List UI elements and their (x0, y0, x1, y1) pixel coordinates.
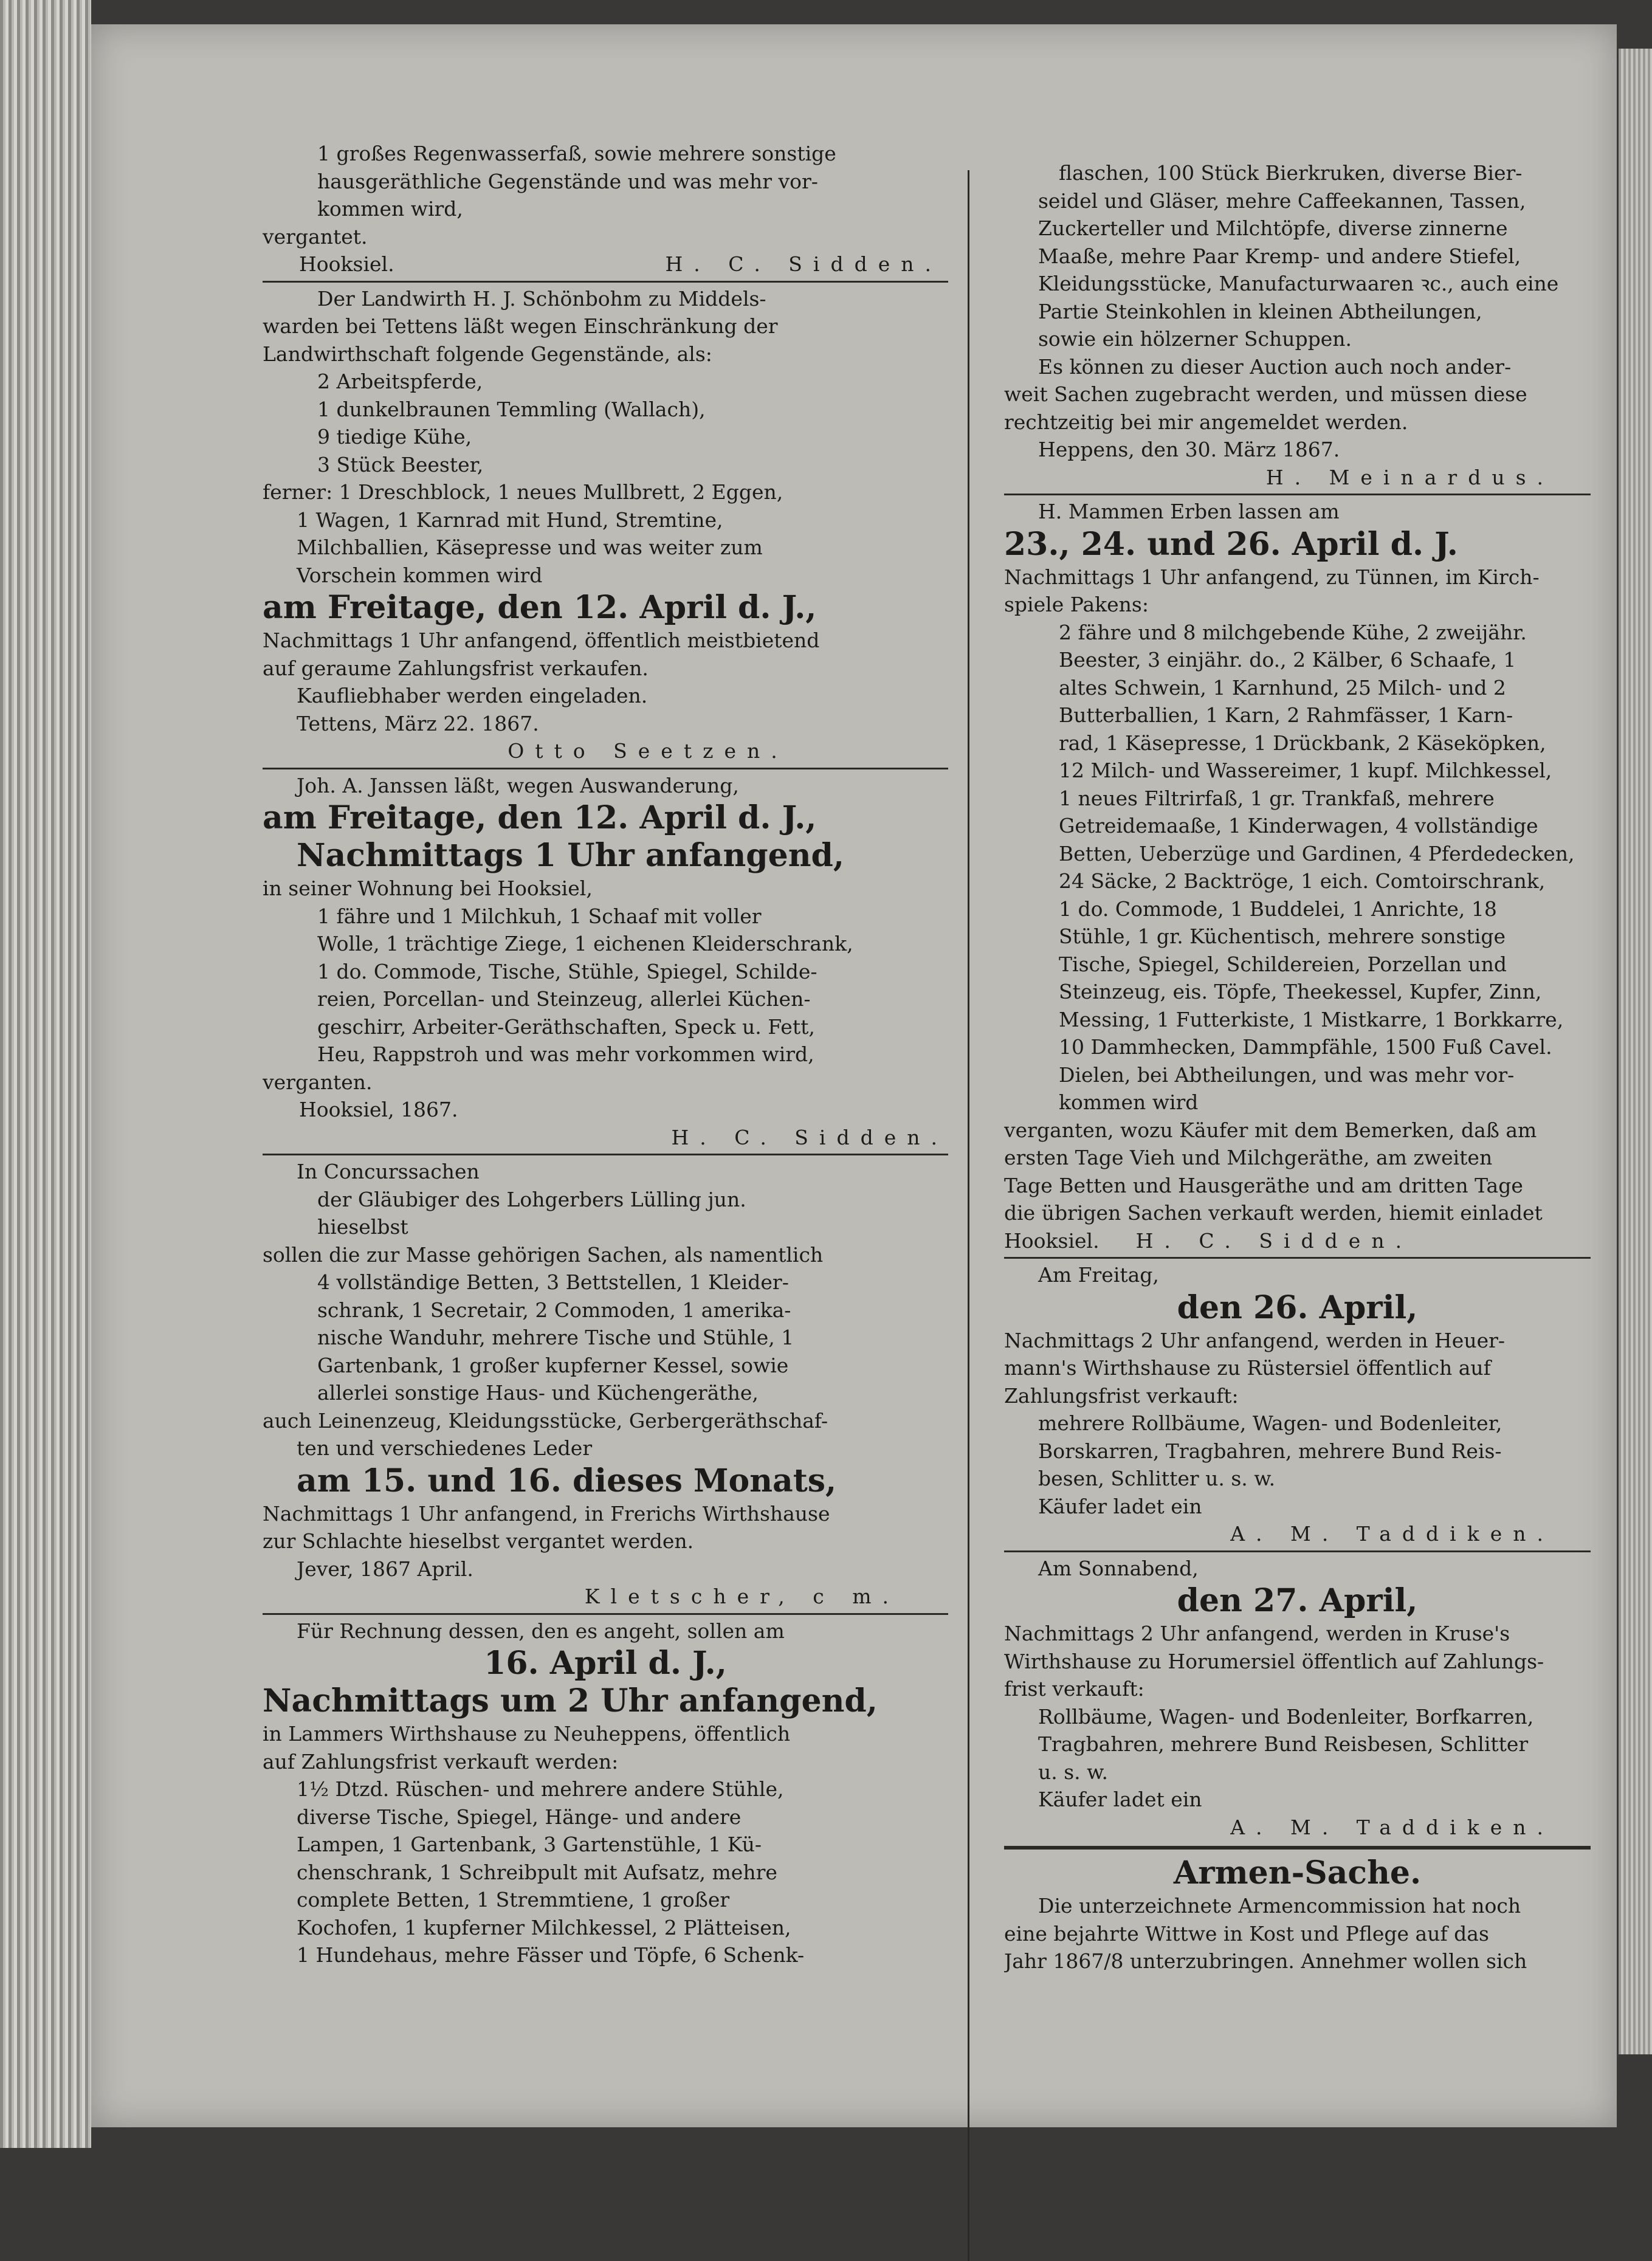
text-line: Vorschein kommen wird (297, 563, 543, 587)
text-line: auf geraume Zahlungsfrist verkaufen. (263, 656, 649, 680)
text-line: Jahr 1867/8 unterzubringen. Annehmer wollen sich (1004, 1949, 1527, 1973)
signature-line (263, 250, 948, 278)
text-line: allerlei sonstige Haus- und Küchengeräthe, (317, 1381, 759, 1405)
list-item: Lampen, 1 Gartenbank, 3 Gartenstühle, 1 Kü- (297, 1833, 762, 1856)
list-item: mehrere Rollbäume, Wagen- und Bodenleiter, (1038, 1411, 1502, 1435)
book-edge-right (1619, 49, 1652, 2054)
text-line: ferner: 1 Dreschblock, 1 neues Mullbrett, 2 Eggen, (263, 480, 783, 504)
ad-schoenbohm (263, 285, 948, 765)
list-item: Tische, Spiegel, Schildereien, Porzellan und (1059, 952, 1507, 976)
text-line: Zuckerteller und Milchtöpfe, diverse zinnerne (1038, 216, 1508, 240)
ad-concurssachen (263, 1158, 948, 1611)
list-item: rad, 1 Käsepresse, 1 Drückbank, 2 Käseköpken, (1059, 731, 1546, 755)
list-item: Borskarren, Tragbahren, mehrere Bund Reis- (1038, 1439, 1502, 1463)
text-line: frist verkauft: (1004, 1677, 1144, 1701)
section-heading: Armen-Sache. (1173, 1854, 1422, 1891)
text-line: hieselbst (317, 1215, 408, 1239)
signer: A. M. Taddiken. (1230, 1815, 1554, 1839)
text-line: In Concurssachen (297, 1160, 480, 1183)
ad-regenwasserfass (263, 140, 948, 278)
text-line: 1 Wagen, 1 Karnrad mit Hund, Stremtine, (297, 508, 723, 532)
list-item: 2 fähre und 8 milchgebende Kühe, 2 zweijähr. (1059, 620, 1527, 644)
list-item: 1 fähre und 1 Milchkuh, 1 Schaaf mit voller (317, 904, 762, 928)
auction-date: 16. April d. J., (484, 1645, 727, 1682)
text-line: in seiner Wohnung bei Hooksiel, (263, 876, 593, 900)
list-item: chenschrank, 1 Schreibpult mit Aufsatz, mehre (297, 1860, 777, 1884)
text-line: Partie Steinkohlen in kleinen Abtheilungen, (1038, 299, 1482, 323)
ad-separator (263, 1154, 948, 1155)
text-line: Joh. A. Janssen läßt, wegen Auswanderung, (297, 773, 739, 797)
list-item: 1 do. Commode, Tische, Stühle, Spiegel, Schilde- (317, 959, 817, 983)
text-line: Käufer ladet ein (1038, 1494, 1202, 1518)
list-item: 1 Hundehaus, mehre Fässer und Töpfe, 6 Schenk- (297, 1943, 805, 1967)
signer: Otto Seetzen. (508, 739, 788, 763)
text-line: Es können zu dieser Auction auch noch ander- (1038, 354, 1512, 379)
list-item: Tragbahren, mehrere Bund Reisbesen, Schlitter (1038, 1732, 1529, 1756)
text-line: zur Schlachte hieselbst vergantet werden. (263, 1529, 694, 1553)
auction-time: Nachmittags um 2 Uhr anfangend, (263, 1682, 878, 1719)
list-item: 1½ Dtzd. Rüschen- und mehrere andere Stühle, (297, 1777, 784, 1801)
place-date: Hooksiel, 1867. (299, 1098, 458, 1121)
text-line: ersten Tage Vieh und Milchgeräthe, am zweiten (1004, 1146, 1493, 1169)
ad-heuermann (1004, 1261, 1591, 1548)
auction-date: am Freitage, den 12. April d. J., (263, 589, 817, 626)
text-line: auch Leinenzeug, Kleidungsstücke, Gerbergeräthschaf- (263, 1408, 828, 1433)
ad-armen-sache (1004, 1854, 1591, 1975)
place: Hooksiel. (299, 252, 394, 276)
text-line: warden bei Tettens läßt wegen Einschränkung der (263, 314, 778, 338)
text-line: der Gläubiger des Lohgerbers Lülling jun. (317, 1187, 746, 1211)
place-date: Jever, 1867 April. (297, 1557, 473, 1581)
place: Hooksiel. (1004, 1228, 1100, 1253)
text-line: Milchballien, Käsepresse und was weiter zum (297, 535, 763, 559)
auction-date: am Freitage, den 12. April d. J., (263, 799, 817, 836)
list-item: Rollbäume, Wagen- und Bodenleiter, Borfkarren, (1038, 1704, 1534, 1729)
list-item: 1 do. Commode, 1 Buddelei, 1 Anrichte, 18 (1059, 896, 1497, 921)
text-line: sowie ein hölzerner Schuppen. (1038, 327, 1352, 351)
text-line: 1 großes Regenwasserfaß, sowie mehrere sonstige (317, 142, 836, 165)
list-item: besen, Schlitter u. s. w. (1038, 1467, 1276, 1490)
place-date: Tettens, März 22. 1867. (297, 711, 539, 735)
signer: H. C. Sidden. (671, 1125, 948, 1149)
ad-janssen (263, 772, 948, 1152)
list-item: 9 tiedige Kühe, (317, 425, 472, 449)
ad-separator (1004, 494, 1591, 495)
list-item: 12 Milch- und Wassereimer, 1 kupf. Milchkessel, (1059, 759, 1552, 782)
list-item: diverse Tische, Spiegel, Hänge- und andere (297, 1805, 742, 1829)
signer: H. C. Sidden. (665, 252, 942, 276)
text-line: nische Wanduhr, mehrere Tische und Stühle, 1 (317, 1326, 794, 1349)
ad-separator (263, 1613, 948, 1615)
text-line: Gartenbank, 1 großer kupferner Kessel, sowie (317, 1353, 789, 1377)
list-item: 3 Stück Beester, (317, 452, 484, 477)
text-line: H. Mammen Erben lassen am (1038, 500, 1340, 523)
text-line: verganten, wozu Käufer mit dem Bemerken, daß am (1004, 1118, 1537, 1142)
signer: H. Meinardus. (1265, 465, 1554, 489)
signer: Kletscher, c m. (584, 1585, 900, 1608)
ad-separator (263, 281, 948, 283)
list-item: complete Betten, 1 Stremmtiene, 1 großer (297, 1888, 730, 1912)
text-line: weit Sachen zugebracht werden, und müssen diese (1004, 382, 1527, 406)
text-line: Nachmittags 2 Uhr anfangend, werden in Heuer- (1004, 1328, 1506, 1352)
text-line: seidel und Gläser, mehre Caffeekannen, Tassen, (1038, 188, 1526, 213)
right-column (1004, 159, 1591, 1975)
text-line: eine bejahrte Wittwe in Kost und Pflege auf das (1004, 1921, 1489, 1946)
text-line: Käufer ladet ein (1038, 1788, 1202, 1811)
list-item: Dielen, bei Abtheilungen, und was mehr vor- (1059, 1062, 1515, 1087)
text-line: Tage Betten und Hausgeräthe und am dritten Tage (1004, 1173, 1523, 1197)
list-item: Steinzeug, eis. Töpfe, Theekessel, Kupfer, Zinn, (1059, 980, 1542, 1003)
text-line: Für Rechnung dessen, den es angeht, sollen am (297, 1619, 785, 1643)
text-line: Am Sonnabend, (1038, 1556, 1199, 1580)
list-item: 1 dunkelbraunen Temmling (Wallach), (317, 397, 706, 421)
list-item: Messing, 1 Futterkiste, 1 Mistkarre, 1 Borkkarre, (1059, 1007, 1564, 1031)
text-line: Kleidungsstücke, Manufacturwaaren ꝛc., auch eine (1038, 272, 1559, 295)
ad-separator (263, 768, 948, 769)
text-line: vergantet. (263, 224, 368, 249)
place-date: Heppens, den 30. März 1867. (1038, 438, 1340, 461)
list-item: Beester, 3 einjähr. do., 2 Kälber, 6 Schaafe, 1 (1059, 648, 1516, 672)
text-line: 4 vollständige Betten, 3 Bettstellen, 1 Kleider- (317, 1270, 789, 1294)
list-item: Heu, Rappstroh und was mehr vorkommen wird, (317, 1042, 814, 1066)
text-line: Kaufliebhaber werden eingeladen. (297, 684, 648, 707)
text-line: Maaße, mehre Paar Kremp- und andere Stiefel, (1038, 244, 1521, 268)
list-item: kommen wird (1059, 1090, 1199, 1114)
text-line: Der Landwirth H. J. Schönbohm zu Middels- (317, 286, 766, 311)
list-item: Kochofen, 1 kupferner Milchkessel, 2 Plätteisen, (297, 1915, 791, 1939)
text-line: Nachmittags 2 Uhr anfangend, werden in Kruse's (1004, 1622, 1510, 1645)
text-line: rechtzeitig bei mir angemeldet werden. (1004, 410, 1408, 434)
text-line: auf Zahlungsfrist verkauft werden: (263, 1749, 619, 1774)
ad-lammers-continued (1004, 159, 1591, 491)
text-line: die übrigen Sachen verkauft werden, hiemit einladet (1004, 1201, 1543, 1225)
list-item: Butterballien, 1 Karn, 2 Rahmfässer, 1 Karn- (1059, 703, 1513, 727)
auction-date: den 27. April, (1177, 1582, 1418, 1619)
list-item: 2 Arbeitspferde, (317, 370, 483, 393)
text-line: Landwirthschaft folgende Gegenstände, als: (263, 342, 712, 366)
signer: H. C. Sidden. (1135, 1228, 1413, 1253)
list-item: u. s. w. (1038, 1760, 1108, 1784)
text-line: ten und verschiedenes Leder (297, 1436, 593, 1460)
column-divider (968, 170, 969, 2261)
list-item: 1 neues Filtrirfaß, 1 gr. Trankfaß, mehrere (1059, 786, 1495, 810)
list-item: altes Schwein, 1 Karnhund, 25 Milch- und 2 (1059, 675, 1506, 700)
auction-date: 23., 24. und 26. April d. J. (1004, 525, 1458, 563)
list-item: 24 Säcke, 2 Backtröge, 1 eich. Comtoirschrank, (1059, 869, 1546, 893)
text-line: Wirthshause zu Horumersiel öffentlich auf Zahlungs- (1004, 1649, 1544, 1673)
ad-kruse (1004, 1555, 1591, 1842)
auction-date: den 26. April, (1177, 1289, 1418, 1326)
text-line: spiele Pakens: (1004, 593, 1149, 616)
list-item: Getreidemaaße, 1 Kinderwagen, 4 vollständige (1059, 814, 1538, 838)
signer: A. M. Taddiken. (1230, 1522, 1554, 1546)
list-item: reien, Porcellan- und Steinzeug, allerlei Küchen- (317, 987, 811, 1011)
text-line: Zahlungsfrist verkauft: (1004, 1383, 1239, 1408)
book-edge-left (0, 0, 91, 2148)
signature-line (1004, 1227, 1591, 1255)
text-line: kommen wird, (317, 197, 463, 221)
text-line: sollen die zur Masse gehörigen Sachen, als namentlich (263, 1242, 824, 1267)
text-line: Nachmittags 1 Uhr anfangend, zu Tünnen, im Kirch- (1004, 565, 1540, 589)
list-item: Betten, Ueberzüge und Gardinen, 4 Pferdedecken, (1059, 841, 1575, 866)
text-line: flaschen, 100 Stück Bierkruken, diverse Bier- (1059, 161, 1523, 185)
text-line: verganten. (263, 1070, 373, 1094)
list-item: Wolle, 1 trächtige Ziege, 1 eichenen Kleiderschrank, (317, 932, 853, 955)
list-item: geschirr, Arbeiter-Geräthschaften, Speck u. Fett, (317, 1014, 815, 1039)
text-line: Die unterzeichnete Armencommission hat noch (1038, 1894, 1521, 1918)
left-column (263, 140, 948, 1969)
ad-separator (1004, 1257, 1591, 1259)
list-item: Stühle, 1 gr. Küchentisch, mehrere sonstige (1059, 924, 1506, 948)
ad-lammers (263, 1617, 948, 1969)
text-line: Am Freitag, (1038, 1263, 1159, 1287)
text-line: Nachmittags 1 Uhr anfangend, in Frerichs Wirthshause (263, 1501, 830, 1526)
ad-separator (1004, 1550, 1591, 1552)
auction-time: Nachmittags 1 Uhr anfangend, (297, 837, 844, 874)
section-separator (1004, 1846, 1591, 1850)
text-line: schrank, 1 Secretair, 2 Commoden, 1 amerika- (317, 1298, 791, 1322)
auction-date: am 15. und 16. dieses Monats, (297, 1462, 837, 1499)
text-line: in Lammers Wirthshause zu Neuheppens, öffentlich (263, 1722, 791, 1746)
text-line: hausgeräthliche Gegenstände und was mehr vor- (317, 169, 818, 193)
ad-mammen (1004, 498, 1591, 1254)
text-line: mann's Wirthshause zu Rüstersiel öffentlich auf (1004, 1356, 1491, 1380)
list-item: 10 Dammhecken, Dammpfähle, 1500 Fuß Cavel. (1059, 1035, 1552, 1059)
text-line: Nachmittags 1 Uhr anfangend, öffentlich meistbietend (263, 628, 820, 652)
signature-line (263, 1096, 948, 1124)
